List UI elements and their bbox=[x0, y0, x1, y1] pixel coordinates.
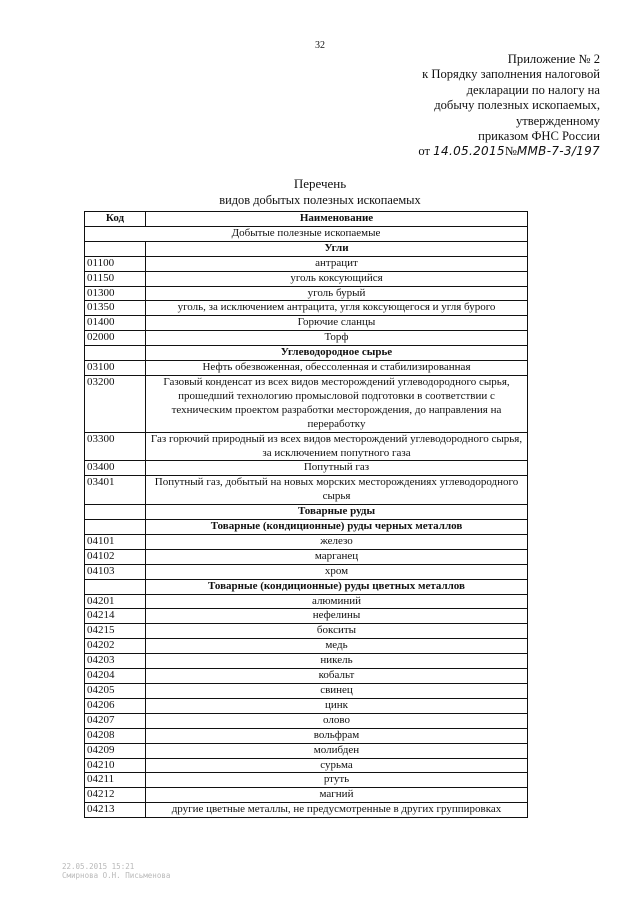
header-code: Код bbox=[85, 212, 146, 227]
row-name: другие цветные металлы, не предусмотренные в других группировках bbox=[146, 803, 528, 818]
row-name: вольфрам bbox=[146, 728, 528, 743]
table-row bbox=[85, 773, 528, 788]
title-line-1: Перечень bbox=[293, 176, 347, 191]
table-row bbox=[85, 639, 528, 654]
appendix-header bbox=[300, 52, 600, 160]
row-name: сурьма bbox=[146, 758, 528, 773]
row-name: магний bbox=[146, 788, 528, 803]
row-name: железо bbox=[146, 534, 528, 549]
stamp-line-1: 22.05.2015 15:21 bbox=[62, 862, 135, 871]
row-code: 04201 bbox=[85, 594, 146, 609]
table-row bbox=[85, 271, 528, 286]
row-code: 04102 bbox=[85, 549, 146, 564]
row-name: антрацит bbox=[146, 256, 528, 271]
appendix-line: утвержденному bbox=[515, 113, 600, 128]
group-row bbox=[85, 226, 528, 241]
table-row bbox=[85, 788, 528, 803]
header-name: Наименование bbox=[146, 212, 528, 227]
table-row bbox=[85, 654, 528, 669]
table-row bbox=[85, 758, 528, 773]
electronic-stamp bbox=[62, 862, 170, 880]
table-row bbox=[85, 375, 528, 432]
title-line-2: видов добытых полезных ископаемых bbox=[219, 193, 421, 207]
table-row bbox=[85, 728, 528, 743]
row-name: нефелины bbox=[146, 609, 528, 624]
date-prefix: от bbox=[418, 144, 430, 159]
row-name: алюминий bbox=[146, 594, 528, 609]
row-code: 04209 bbox=[85, 743, 146, 758]
row-name: уголь, за исключением антрацита, угля коксующегося и угля бурого bbox=[146, 301, 528, 316]
table-row bbox=[85, 684, 528, 699]
row-code: 04214 bbox=[85, 609, 146, 624]
row-code: 03100 bbox=[85, 361, 146, 376]
table-row bbox=[85, 461, 528, 476]
section-header-row bbox=[85, 505, 528, 520]
appendix-date-line bbox=[300, 144, 600, 159]
row-code: 04204 bbox=[85, 669, 146, 684]
row-name: Газовый конденсат из всех видов месторождений углеводородного сырья, прошедший технологию промысловой подготовки в соответствии с техническим проектом разработки месторождения, до направления на переработку bbox=[146, 375, 528, 432]
empty-code-cell bbox=[85, 520, 146, 535]
row-name: бокситы bbox=[146, 624, 528, 639]
section-title: Товарные (кондиционные) руды черных металлов bbox=[146, 520, 528, 535]
table-row bbox=[85, 534, 528, 549]
table-row bbox=[85, 594, 528, 609]
section-header-row bbox=[85, 346, 528, 361]
row-code: 04211 bbox=[85, 773, 146, 788]
handwritten-order-number: ММВ-7-3/197 bbox=[516, 144, 600, 159]
table-row bbox=[85, 432, 528, 461]
row-code: 04202 bbox=[85, 639, 146, 654]
group-title: Добытые полезные ископаемые bbox=[85, 226, 528, 241]
section-title: Углеводородное сырье bbox=[146, 346, 528, 361]
row-name: никель bbox=[146, 654, 528, 669]
table-row bbox=[85, 361, 528, 376]
row-code: 04101 bbox=[85, 534, 146, 549]
document-title bbox=[0, 175, 640, 209]
row-name: ртуть bbox=[146, 773, 528, 788]
section-header-row bbox=[85, 241, 528, 256]
row-name: хром bbox=[146, 564, 528, 579]
appendix-line: приказом ФНС России bbox=[478, 129, 600, 144]
row-code: 04208 bbox=[85, 728, 146, 743]
row-code: 04213 bbox=[85, 803, 146, 818]
row-name: медь bbox=[146, 639, 528, 654]
row-name: Газ горючий природный из всех видов месторождений углеводородного сырья, за исключением попутного газа bbox=[146, 432, 528, 461]
row-code: 04103 bbox=[85, 564, 146, 579]
row-name: Попутный газ, добытый на новых морских месторождениях углеводородного сырья bbox=[146, 476, 528, 505]
row-code: 03300 bbox=[85, 432, 146, 461]
table-row bbox=[85, 803, 528, 818]
table-row bbox=[85, 549, 528, 564]
row-code: 01150 bbox=[85, 271, 146, 286]
table-row bbox=[85, 256, 528, 271]
row-name: молибден bbox=[146, 743, 528, 758]
empty-code-cell bbox=[85, 579, 146, 594]
row-name: уголь коксующийся bbox=[146, 271, 528, 286]
table-row bbox=[85, 476, 528, 505]
table-header-row bbox=[85, 212, 528, 227]
row-code: 03200 bbox=[85, 375, 146, 432]
appendix-line: декларации по налогу на bbox=[466, 82, 600, 97]
row-code: 01400 bbox=[85, 316, 146, 331]
row-code: 04203 bbox=[85, 654, 146, 669]
row-code: 04212 bbox=[85, 788, 146, 803]
row-name: уголь бурый bbox=[146, 286, 528, 301]
row-name: Горючие сланцы bbox=[146, 316, 528, 331]
section-title: Товарные руды bbox=[146, 505, 528, 520]
table-row bbox=[85, 698, 528, 713]
table-row bbox=[85, 609, 528, 624]
empty-code-cell bbox=[85, 505, 146, 520]
empty-code-cell bbox=[85, 346, 146, 361]
row-code: 04205 bbox=[85, 684, 146, 699]
row-name: кобальт bbox=[146, 669, 528, 684]
table-row bbox=[85, 564, 528, 579]
appendix-line: добычу полезных ископаемых, bbox=[434, 98, 600, 113]
row-code: 04210 bbox=[85, 758, 146, 773]
section-header-row bbox=[85, 579, 528, 594]
minerals-table bbox=[84, 211, 528, 818]
handwritten-date: 14.05.2015 bbox=[433, 144, 505, 159]
table-row bbox=[85, 713, 528, 728]
table-row bbox=[85, 316, 528, 331]
section-title: Угли bbox=[146, 241, 528, 256]
appendix-line: Приложение № 2 bbox=[507, 52, 600, 66]
row-name: Попутный газ bbox=[146, 461, 528, 476]
row-name: марганец bbox=[146, 549, 528, 564]
table-row bbox=[85, 624, 528, 639]
section-title: Товарные (кондиционные) руды цветных металлов bbox=[146, 579, 528, 594]
table-row bbox=[85, 286, 528, 301]
row-name: Торф bbox=[146, 331, 528, 346]
row-code: 04207 bbox=[85, 713, 146, 728]
empty-code-cell bbox=[85, 241, 146, 256]
table-row bbox=[85, 743, 528, 758]
row-code: 01100 bbox=[85, 256, 146, 271]
page-number: 32 bbox=[315, 40, 325, 51]
row-code: 03400 bbox=[85, 461, 146, 476]
row-name: свинец bbox=[146, 684, 528, 699]
section-header-row bbox=[85, 520, 528, 535]
row-name: цинк bbox=[146, 698, 528, 713]
row-code: 02000 bbox=[85, 331, 146, 346]
row-code: 01350 bbox=[85, 301, 146, 316]
row-name: Нефть обезвоженная, обессоленная и стабилизированная bbox=[146, 361, 528, 376]
row-code: 03401 bbox=[85, 476, 146, 505]
row-code: 01300 bbox=[85, 286, 146, 301]
appendix-line: к Порядку заполнения налоговой bbox=[422, 67, 600, 82]
row-code: 04206 bbox=[85, 698, 146, 713]
row-code: 04215 bbox=[85, 624, 146, 639]
table-row bbox=[85, 669, 528, 684]
table-body bbox=[85, 226, 528, 817]
table-row bbox=[85, 331, 528, 346]
row-name: олово bbox=[146, 713, 528, 728]
stamp-line-2: Смирнова О.Н. Письменова bbox=[62, 871, 171, 880]
table-row bbox=[85, 301, 528, 316]
number-prefix: № bbox=[504, 144, 517, 159]
